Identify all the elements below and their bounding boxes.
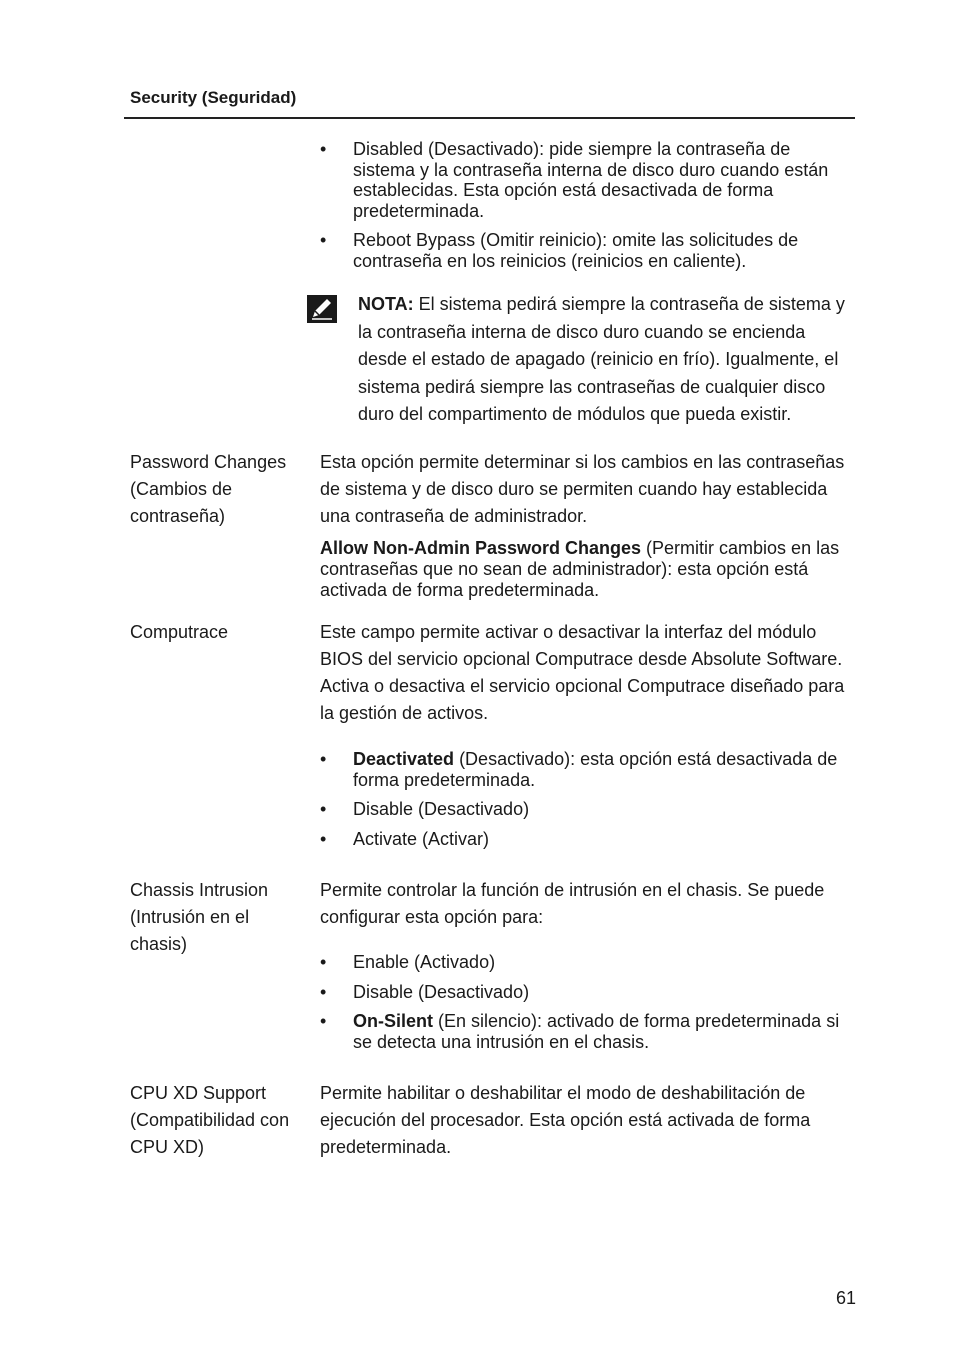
setting-label-computrace: Computrace [130,622,229,642]
header-rule [124,117,855,119]
chassis-intrusion-options [320,952,855,1061]
note-text: NOTA: El sistema pedirá siempre la contraseña de sistema y la contraseña interna de disco duro cuando se encienda desde el estado de apagado (reinicio en frío). Igualmente, el sistema pedirá siempre las contraseñas de cualquier disco duro del compartimento de módulos que pueda existir. [358,294,845,424]
setting-description-computrace: Este campo permite activar o desactivar la interfaz del módulo BIOS del servicio opcional Computrace desde Absolute Software. Activa o desactiva el servicio opcional Computrace diseñado para la gestión de activos. [320,622,845,723]
setting-description-password-changes: Esta opción permite determinar si los cambios en las contraseñas de sistema y de disco duro se permiten cuando hay establecida una contraseña de administrador. [320,452,845,526]
list-item: • Activate (Activar) [320,828,490,849]
list-item: • Enable (Activado) [320,952,496,972]
setting-description-cpu-xd-support: Permite habilitar o deshabilitar el modo de deshabilitación de ejecución del procesador. Esta opción está activada de forma predeterminada. [320,1083,811,1157]
list-item: • Disable (Desactivado) [320,981,530,1002]
list-item: • Disabled (Desactivado): pide siempre la contraseña de sistema y la contraseña interna de disco duro cuando están establecidas. Esta opción está desactivada de forma predeterminada. [320,139,829,221]
bullet-mark: • [320,799,327,819]
setting-label-chassis-intrusion: Chassis Intrusion (Intrusión en el chasis) [130,880,269,954]
list-item: • Reboot Bypass (Omitir reinicio): omite las solicitudes de contraseña en los reinicios (reinicios en caliente). [320,230,799,271]
setting-option-password-changes: Allow Non-Admin Password Changes (Permitir cambios en las contraseñas que no sean de administrador): esta opción está activada de forma predeterminada. [320,538,840,600]
bullet-mark: • [320,139,327,159]
bullet-mark: • [320,1011,327,1031]
setting-label-password-changes: Password Changes (Cambios de contraseña) [130,452,287,526]
note-label: NOTA: [358,294,414,314]
bullet-mark: • [320,828,327,849]
page-number: 61 [836,1288,857,1308]
section-header: Security (Seguridad) [130,88,297,107]
computrace-options [320,749,855,858]
bullet-mark: • [320,981,327,1002]
password-bypass-options [320,139,855,280]
setting-label-cpu-xd-support: CPU XD Support (Compatibilidad con CPU XD) [130,1083,290,1157]
bullet-mark: • [320,749,327,769]
list-item: • Deactivated (Desactivado): esta opción está desactivada de forma predeterminada. [320,749,838,790]
list-item: • Disable (Desactivado) [320,799,530,819]
pencil-note-icon [307,295,337,323]
bullet-mark: • [320,952,327,972]
setting-description-chassis-intrusion: Permite controlar la función de intrusión en el chasis. Se puede configurar esta opción para: [320,880,825,927]
bullet-mark: • [320,230,327,250]
list-item: • On-Silent (En silencio): activado de forma predeterminada si se detecta una intrusión en el chasis. [320,1011,840,1052]
